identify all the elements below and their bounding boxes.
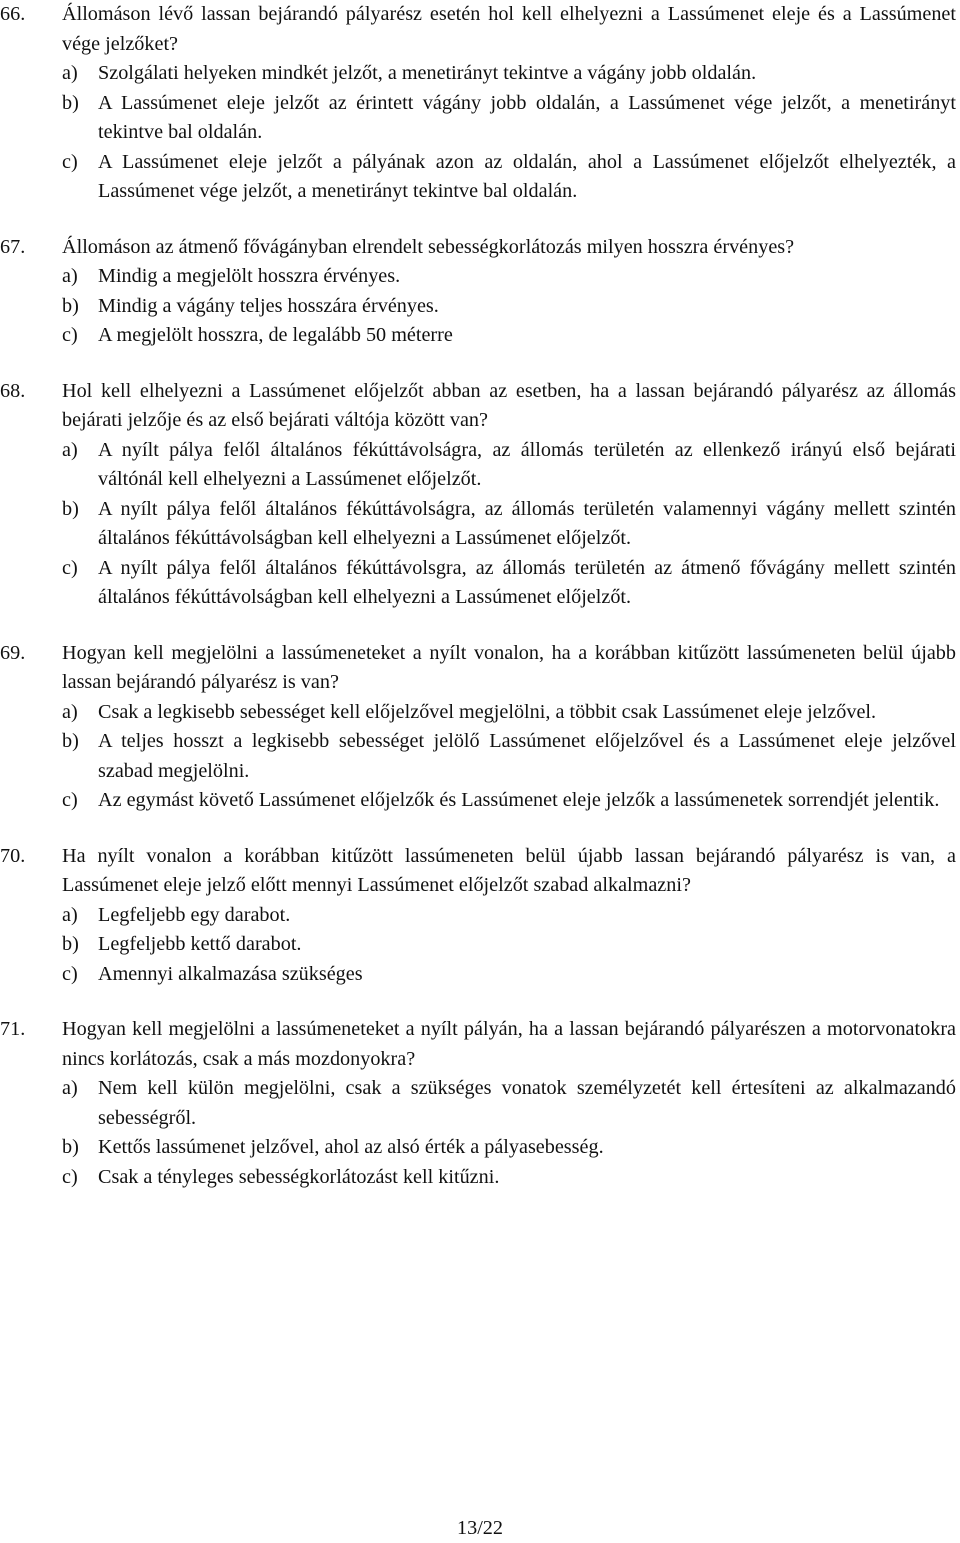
question-header — [0, 233, 960, 263]
question-71 — [0, 1015, 960, 1192]
question-70 — [0, 842, 960, 990]
option-letter: a) — [62, 265, 78, 287]
option-letter: c) — [62, 324, 78, 346]
answer-option-b — [0, 292, 960, 322]
question-number: 68. — [0, 379, 26, 402]
option-text: Mindig a megjelölt hosszra érvényes. — [98, 265, 401, 287]
option-text: A nyílt pálya felől általános fékúttávolsgra, az állomás területén az átmenő fővágány mellett szintén általános fékúttávolságban kell elhelyezni a Lassúmenet előjelzőt. — [98, 556, 956, 608]
answer-option-a — [0, 436, 960, 495]
option-text: Kettős lassúmenet jelzővel, ahol az alsó érték a pályasebesség. — [98, 1136, 604, 1158]
answer-option-a — [0, 698, 960, 728]
question-header — [0, 842, 960, 901]
option-letter: b) — [62, 1136, 79, 1158]
option-text: Az egymást követő Lassúmenet előjelzők és Lassúmenet eleje jelzők a lassúmenetek sorrendjét jelentik. — [98, 789, 940, 811]
question-header — [0, 377, 960, 436]
question-text: Hol kell elhelyezni a Lassúmenet előjelzőt abban az esetben, ha a lassan bejárandó pályarész az állomás bejárati jelzője és az első bejárati váltója között van? — [62, 379, 956, 431]
option-text: A megjelölt hosszra, de legalább 50 méterre — [98, 324, 453, 346]
answer-option-c — [0, 786, 960, 816]
option-text: Legfeljebb kettő darabot. — [98, 933, 302, 955]
option-text: A Lassúmenet eleje jelzőt az érintett vágány jobb oldalán, a Lassúmenet vége jelzőt, a menetirányt tekintve bal oldalán. — [98, 91, 956, 143]
question-text: Állomáson az átmenő fővágányban elrendelt sebességkorlátozás milyen hosszra érvényes? — [62, 235, 795, 258]
option-text: Legfeljebb egy darabot. — [98, 903, 291, 926]
answer-option-b — [0, 1133, 960, 1163]
answer-option-c — [0, 554, 960, 613]
option-text: A nyílt pálya felől általános fékúttávolságra, az állomás területén az ellenkező irányú első bejárati váltónál kell elhelyezni a Lassúmenet előjelzőt. — [98, 438, 956, 490]
question-number: 67. — [0, 235, 26, 258]
option-letter: b) — [62, 933, 79, 955]
option-letter: a) — [62, 700, 78, 723]
option-text: A nyílt pálya felől általános fékúttávolságra, az állomás területén valamennyi vágány mellett szintén általános fékúttávolságban kell elhelyezni a Lassúmenet előjelzőt. — [98, 497, 956, 549]
option-text: Amennyi alkalmazása szükséges — [98, 962, 363, 985]
option-text: A teljes hosszt a legkisebb sebességet jelölő Lassúmenet előjelzővel és a Lassúmenet eleje jelzővel szabad megjelölni. — [98, 730, 956, 782]
answer-option-c — [0, 148, 960, 207]
answer-option-a — [0, 59, 960, 89]
option-text: Nem kell külön megjelölni, csak a szükséges vonatok személyzetét kell értesíteni az alkalmazandó sebességről. — [98, 1077, 956, 1129]
question-number: 71. — [0, 1018, 26, 1040]
question-text: Ha nyílt vonalon a korábban kitűzött lassúmeneten belül újabb lassan bejárandó pályarész is van, a Lassúmenet eleje jelző előtt mennyi Lassúmenet előjelzőt szabad alkalmazni? — [62, 844, 956, 896]
question-text: Hogyan kell megjelölni a lassúmeneteket a nyílt pályán, ha a lassan bejárandó pályarészen a motorvonatokra nincs korlátozás, csak a más mozdonyokra? — [62, 1018, 956, 1070]
answer-option-c — [0, 1163, 960, 1193]
question-number: 69. — [0, 641, 26, 664]
option-letter: b) — [62, 91, 79, 114]
question-69 — [0, 639, 960, 816]
option-text: Csak a tényleges sebességkorlátozást kell kitűzni. — [98, 1165, 500, 1188]
option-text: Mindig a vágány teljes hosszára érvényes. — [98, 294, 439, 317]
option-letter: c) — [62, 1165, 78, 1188]
option-letter: c) — [62, 962, 78, 985]
answer-option-b — [0, 89, 960, 148]
option-letter: b) — [62, 294, 79, 317]
answer-option-a — [0, 262, 960, 292]
option-letter: a) — [62, 903, 78, 926]
question-header — [0, 639, 960, 698]
option-text: Csak a legkisebb sebességet kell előjelzővel megjelölni, a többit csak Lassúmenet eleje jelzővel. — [98, 700, 877, 723]
page-number: 13/22 — [457, 1517, 503, 1539]
question-67 — [0, 233, 960, 351]
answer-option-a — [0, 901, 960, 931]
answer-option-c — [0, 321, 960, 351]
question-header — [0, 1015, 960, 1074]
option-text: A Lassúmenet eleje jelzőt a pályának azon az oldalán, ahol a Lassúmenet előjelzőt elhelyezték, a Lassúmenet vége jelzőt, a menetirányt tekintve bal oldalán. — [98, 150, 956, 202]
option-letter: c) — [62, 556, 78, 579]
question-68 — [0, 377, 960, 613]
option-text: Szolgálati helyeken mindkét jelzőt, a menetirányt tekintve a vágány jobb oldalán. — [98, 62, 757, 84]
question-header — [0, 0, 960, 59]
answer-option-b — [0, 930, 960, 960]
option-letter: b) — [62, 730, 79, 752]
question-number: 66. — [0, 3, 26, 25]
answer-option-b — [0, 495, 960, 554]
answer-option-c — [0, 960, 960, 990]
question-66 — [0, 0, 960, 207]
answer-option-b — [0, 727, 960, 786]
question-text: Állomáson lévő lassan bejárandó pályarész esetén hol kell elhelyezni a Lassúmenet eleje és a Lassúmenet vége jelzőket? — [62, 3, 956, 55]
question-text: Hogyan kell megjelölni a lassúmeneteket a nyílt vonalon, ha a korábban kitűzött lassúmeneten belül újabb lassan bejárandó pályarész is van? — [62, 641, 956, 693]
option-letter: c) — [62, 150, 78, 173]
option-letter: c) — [62, 789, 78, 811]
option-letter: a) — [62, 1077, 78, 1099]
option-letter: a) — [62, 62, 78, 84]
question-number: 70. — [0, 844, 26, 867]
answer-option-a — [0, 1074, 960, 1133]
option-letter: b) — [62, 497, 79, 520]
option-letter: a) — [62, 438, 78, 461]
